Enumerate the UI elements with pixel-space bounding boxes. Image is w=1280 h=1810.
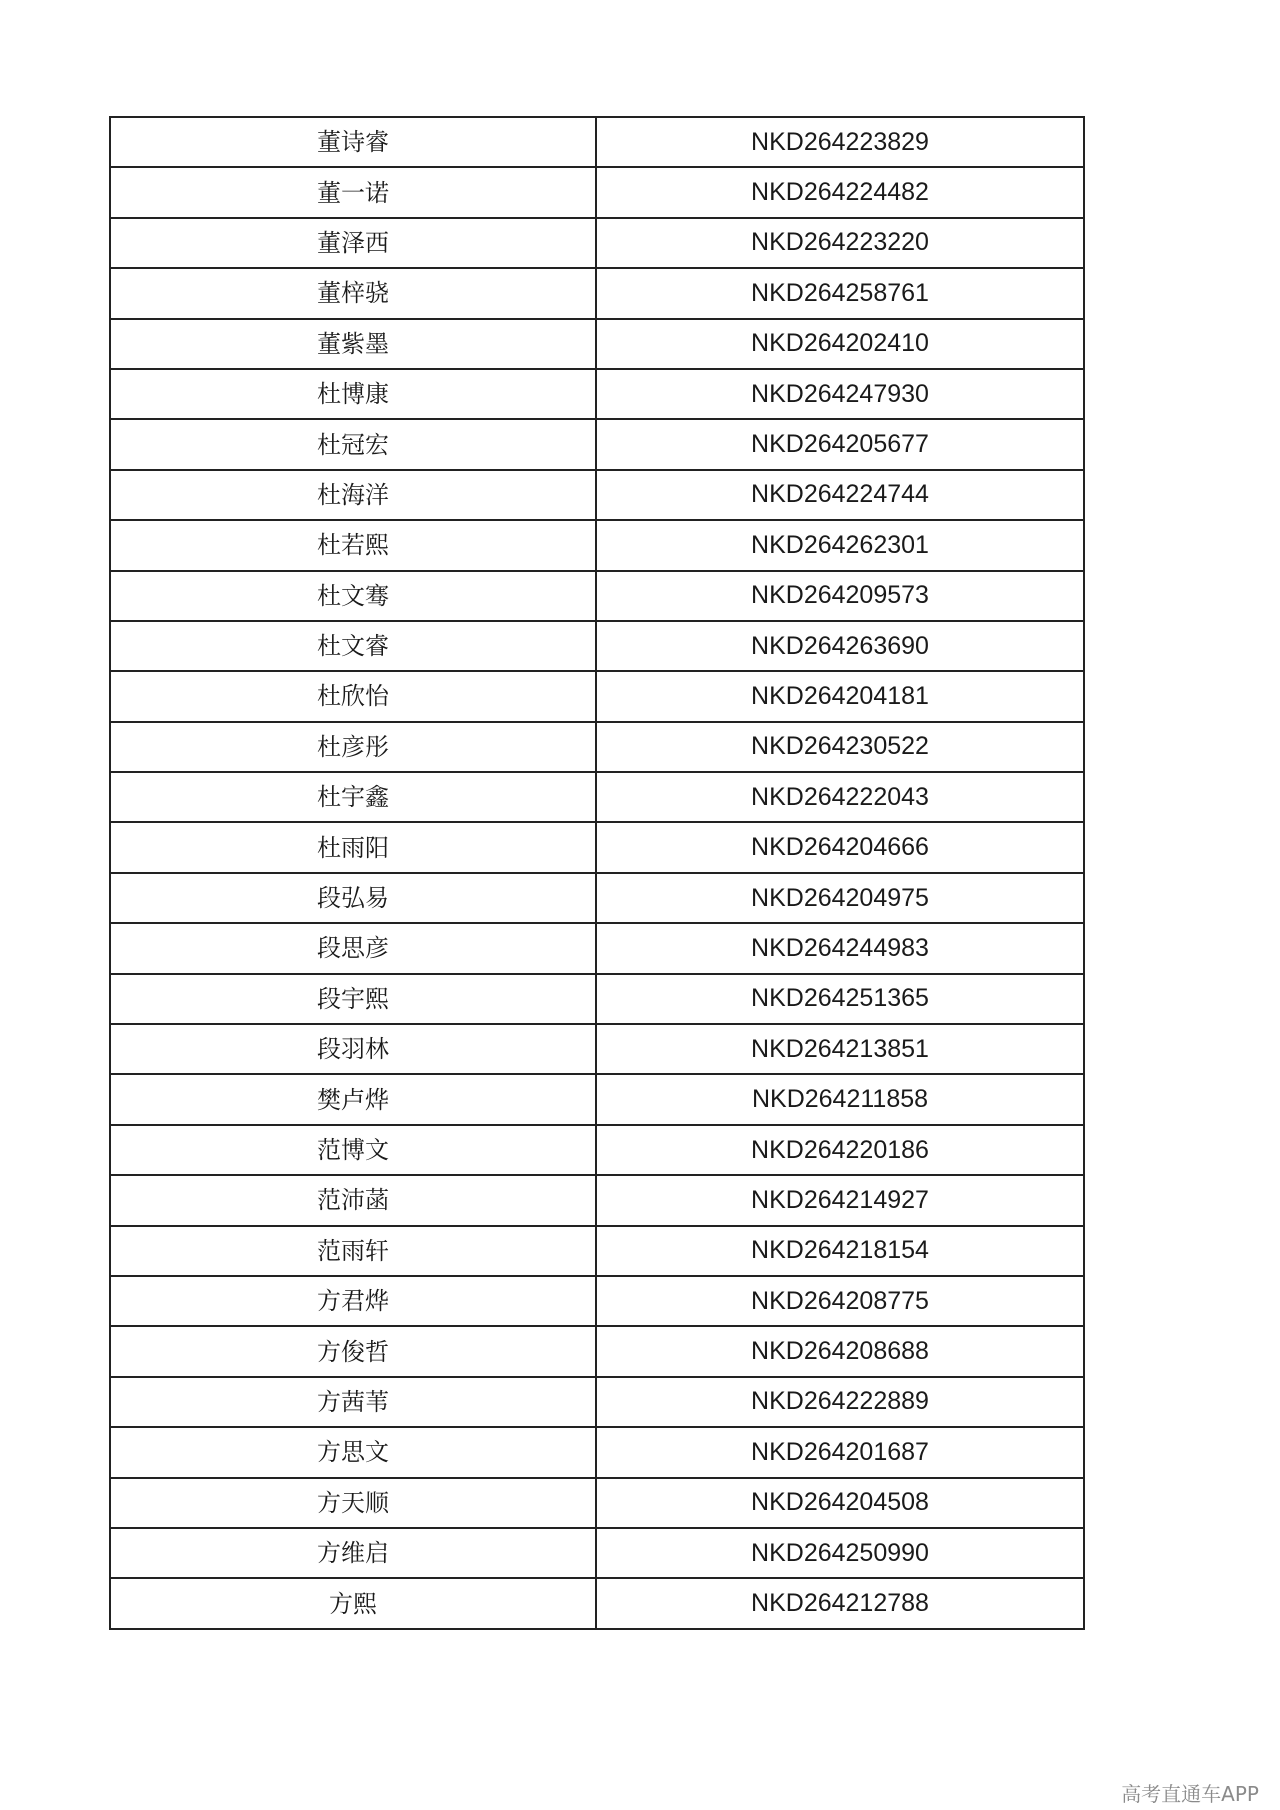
student-name-cell: 杜博康	[110, 369, 596, 419]
student-id-cell: NKD264202410	[596, 319, 1084, 369]
table-row	[110, 1578, 1084, 1628]
student-name-cell: 董梓骁	[110, 268, 596, 318]
table-row	[110, 974, 1084, 1024]
student-id-cell: NKD264224744	[596, 470, 1084, 520]
table-row	[110, 218, 1084, 268]
student-name-cell: 范博文	[110, 1125, 596, 1175]
table-row	[110, 1226, 1084, 1276]
student-name-cell: 杜若熙	[110, 520, 596, 570]
student-id-cell: NKD264220186	[596, 1125, 1084, 1175]
student-name-cell: 董一诺	[110, 167, 596, 217]
table-row	[110, 1377, 1084, 1427]
table-row	[110, 167, 1084, 217]
student-id-cell: NKD264262301	[596, 520, 1084, 570]
student-name-cell: 董泽西	[110, 218, 596, 268]
student-id-cell: NKD264258761	[596, 268, 1084, 318]
student-id-cell: NKD264204666	[596, 822, 1084, 872]
student-name-cell: 董紫墨	[110, 319, 596, 369]
student-name-cell: 方熙	[110, 1578, 596, 1628]
table-body	[110, 117, 1084, 1629]
table-row	[110, 1024, 1084, 1074]
table-row	[110, 822, 1084, 872]
student-name-cell: 杜文睿	[110, 621, 596, 671]
student-name-cell: 段弘易	[110, 873, 596, 923]
student-id-cell: NKD264209573	[596, 571, 1084, 621]
student-id-cell: NKD264247930	[596, 369, 1084, 419]
table-row	[110, 369, 1084, 419]
table-row	[110, 1175, 1084, 1225]
student-id-cell: NKD264208688	[596, 1326, 1084, 1376]
student-id-cell: NKD264230522	[596, 722, 1084, 772]
student-id-cell: NKD264205677	[596, 419, 1084, 469]
student-id-cell: NKD264212788	[596, 1578, 1084, 1628]
table-row	[110, 1427, 1084, 1477]
student-id-cell: NKD264204975	[596, 873, 1084, 923]
student-id-cell: NKD264263690	[596, 621, 1084, 671]
student-id-cell: NKD264223829	[596, 117, 1084, 167]
student-name-cell: 杜雨阳	[110, 822, 596, 872]
student-name-cell: 方维启	[110, 1528, 596, 1578]
student-name-cell: 杜冠宏	[110, 419, 596, 469]
table-row	[110, 268, 1084, 318]
student-name-cell: 方俊哲	[110, 1326, 596, 1376]
table-row	[110, 873, 1084, 923]
student-id-cell: NKD264214927	[596, 1175, 1084, 1225]
table-row	[110, 923, 1084, 973]
student-name-cell: 范雨轩	[110, 1226, 596, 1276]
student-name-cell: 范沛菡	[110, 1175, 596, 1225]
table-row	[110, 117, 1084, 167]
table-row	[110, 1276, 1084, 1326]
student-name-cell: 方君烨	[110, 1276, 596, 1326]
table-row	[110, 621, 1084, 671]
table-row	[110, 772, 1084, 822]
table-row	[110, 520, 1084, 570]
table-row	[110, 1528, 1084, 1578]
table-row	[110, 470, 1084, 520]
student-name-cell: 樊卢烨	[110, 1074, 596, 1124]
table-row	[110, 1125, 1084, 1175]
student-id-cell: NKD264222043	[596, 772, 1084, 822]
table-row	[110, 1074, 1084, 1124]
admission-list-table	[109, 116, 1085, 1630]
student-name-cell: 杜宇鑫	[110, 772, 596, 822]
student-name-cell: 杜文骞	[110, 571, 596, 621]
student-id-cell: NKD264224482	[596, 167, 1084, 217]
student-name-cell: 段宇熙	[110, 974, 596, 1024]
student-name-cell: 方思文	[110, 1427, 596, 1477]
table-row	[110, 419, 1084, 469]
student-id-cell: NKD264201687	[596, 1427, 1084, 1477]
watermark-text: 高考直通车APP	[1121, 1782, 1259, 1806]
student-name-cell: 段羽林	[110, 1024, 596, 1074]
student-name-cell: 杜欣怡	[110, 671, 596, 721]
student-id-cell: NKD264211858	[596, 1074, 1084, 1124]
student-id-cell: NKD264250990	[596, 1528, 1084, 1578]
student-name-cell: 方茜苇	[110, 1377, 596, 1427]
student-id-cell: NKD264222889	[596, 1377, 1084, 1427]
student-name-cell: 杜彦彤	[110, 722, 596, 772]
table-row	[110, 571, 1084, 621]
student-name-cell: 段思彦	[110, 923, 596, 973]
table-row	[110, 319, 1084, 369]
student-id-cell: NKD264213851	[596, 1024, 1084, 1074]
student-name-cell: 董诗睿	[110, 117, 596, 167]
student-id-cell: NKD264208775	[596, 1276, 1084, 1326]
table-row	[110, 671, 1084, 721]
student-name-cell: 方天顺	[110, 1478, 596, 1528]
table-row	[110, 722, 1084, 772]
student-id-cell: NKD264218154	[596, 1226, 1084, 1276]
student-id-cell: NKD264204181	[596, 671, 1084, 721]
student-id-cell: NKD264204508	[596, 1478, 1084, 1528]
student-id-cell: NKD264251365	[596, 974, 1084, 1024]
student-id-cell: NKD264223220	[596, 218, 1084, 268]
table-row	[110, 1326, 1084, 1376]
student-name-cell: 杜海洋	[110, 470, 596, 520]
table-row	[110, 1478, 1084, 1528]
student-id-cell: NKD264244983	[596, 923, 1084, 973]
